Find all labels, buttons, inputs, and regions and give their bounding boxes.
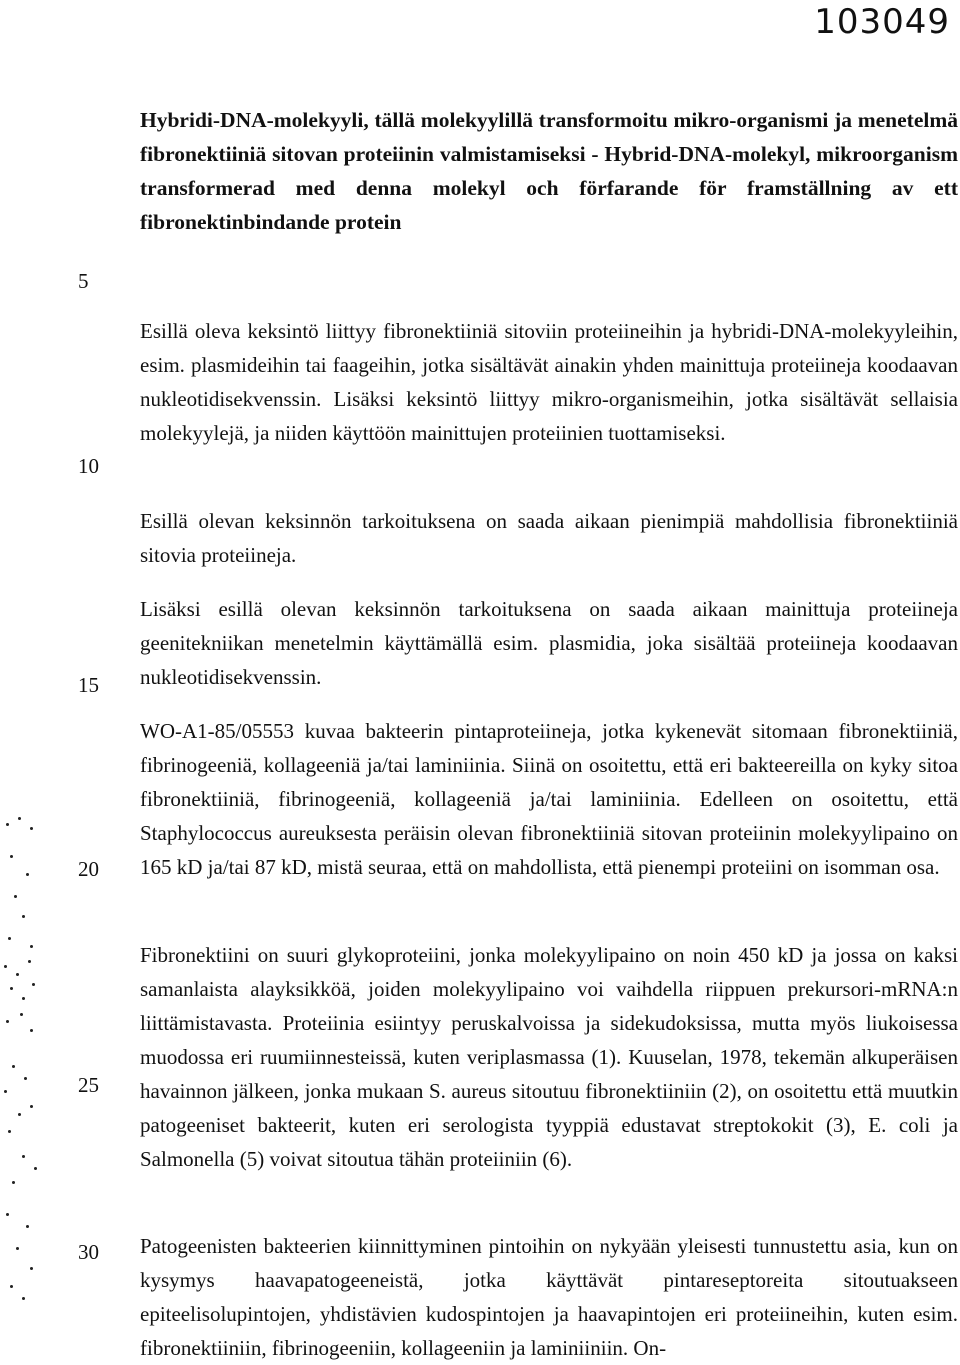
line-number: 25: [78, 1073, 99, 1097]
line-number: 5: [78, 269, 89, 293]
paragraph: Fibronektiini on suuri glykoproteiini, jonka molekyylipaino on noin 450 kD ja jossa on kaksi samanlaista alayksikköä, joiden molekyylipaino voi vaihdella riippuen prekursori-mRNA:n liittämistavasta. Proteiinia esiintyy peruskalvoissa ja sidekudoksissa, mutta myös liukoisessa muodossa eri ruumiinnesteissä, kuten veriplasmassa (1). Kuuselan, 1978, tekemän alkuperäisen havainnon jälkeen, jonka mukaan S. aureus sitoutuu fibronektiiniin (2), on osoitettu että muutkin patogeeniset bakteerit, kuten eri serologista tyyppiä edustavat streptokokit (3), E. coli ja Salmonella (5) voivat sitoutua tähän proteiiniin (6).: [140, 943, 958, 1171]
page-number: 103049: [814, 2, 950, 42]
document-title: Hybridi-DNA-molekyyli, tällä molekyylillä transformoitu mikro-organismi ja menetelmä fibronektiiniä sitovan proteiinin valmistamiseksi - Hybrid-DNA-molekyl, mikroorganism transformerad med denna molekyl och förfarande för framställning av ett fibronektinbindande protein: [140, 108, 958, 234]
line-number: 10: [78, 454, 99, 478]
paragraph: Patogeenisten bakteerien kiinnittyminen pintoihin on nykyään yleisesti tunnustettu asia, kun on kysymys haavapatogeeneistä, jotka käyttävät pintareseptoreita sitoutuakseen epiteelisolupintojen, yhdistävien kudospintojen ja haavapintojen eri proteiineihin, kuten esim. fibronektiiniin, fibrinogeeniin, kollageeniin ja laminiiniin. On-: [140, 1234, 958, 1360]
line-number: 20: [78, 857, 99, 881]
paragraph: Esillä olevan keksinnön tarkoituksena on saada aikaan pienimpiä mahdollisia fibronektiiniä sitovia proteiineja.: [140, 509, 958, 567]
line-number: 30: [78, 1240, 99, 1264]
paragraph: WO-A1-85/05553 kuvaa bakteerin pintaproteiineja, jotka kykenevät sitomaan fibronektiiniä, fibrinogeeniä, kollageeniä ja/tai laminiinia. Siinä on osoitettu, että eri bakteereilla on kyky sitoa fibronektiiniä, fibrinogeeniä, kollageeniä ja/tai laminiinia. Edelleen on osoitettu, että Staphylococcus aureuksesta peräisin olevan fibronektiiniä sitovan proteiinin molekyylipaino on 165 kD ja/tai 87 kD, mistä seuraa, että on mahdollista, että pienempi proteiini on isomman osa.: [140, 719, 958, 879]
paragraph: Lisäksi esillä olevan keksinnön tarkoituksena on saada aikaan mainittuja proteiineja geenitekniikan menetelmin käyttämällä esim. plasmidia, joka sisältää proteiineja koodaavan nukleotidisekvenssin.: [140, 597, 958, 689]
line-number: 15: [78, 673, 99, 697]
scan-margin-specks: [0, 815, 50, 1305]
paragraph: Esillä oleva keksintö liittyy fibronektiiniä sitoviin proteiineihin ja hybridi-DNA-molekyyleihin, esim. plasmideihin tai faageihin, jotka sisältävät ainakin yhden mainittuja proteiineja koodaavan nukleotidisekvenssin. Lisäksi keksintö liittyy mikro-organismeihin, jotka sisältävät sellaisia molekyylejä, ja niiden käyttöön mainittujen proteiinien tuottamiseksi.: [140, 319, 958, 445]
